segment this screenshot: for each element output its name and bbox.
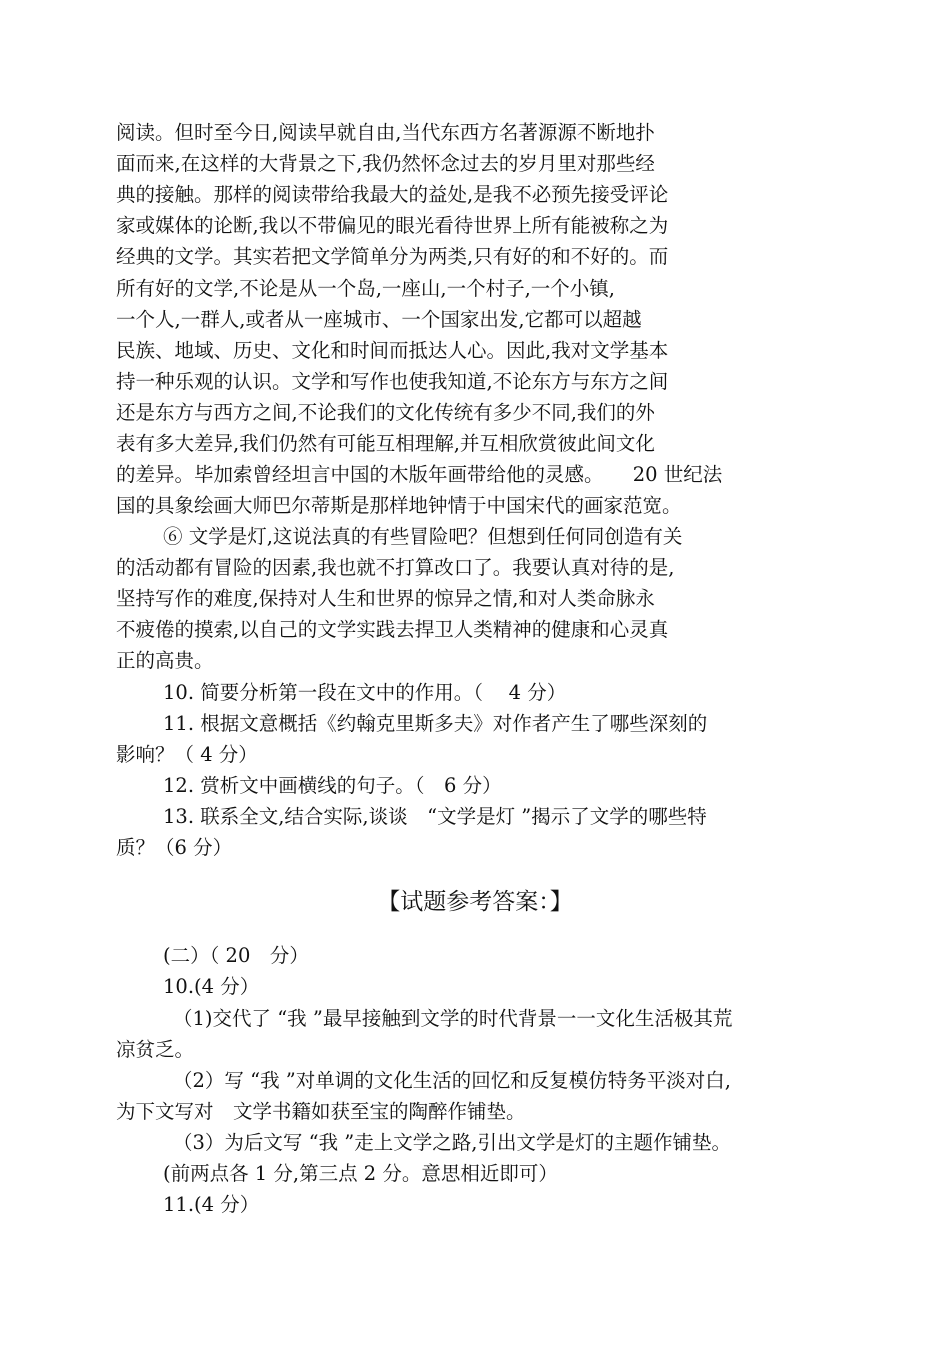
answer-11-header: 11.(4 分） <box>163 1193 260 1216</box>
passage-line: 的差异。毕加索曾经坦言中国的木版年画带给他的灵感。 20 世纪法 <box>116 463 723 486</box>
passage-line: 还是东方与西方之间,不论我们的文化传统有多少不同,我们的外 <box>116 401 655 424</box>
question-11-cont: 影响？（ 4 分） <box>116 743 258 766</box>
answer-10-point-1: （1)交代了 “我 ”最早接触到文学的时代背景一一文化生活极其荒 <box>173 1007 733 1030</box>
passage-line: 所有好的文学,不论是从一个岛,一座山,一个村子,一个小镇, <box>116 277 615 300</box>
answers-heading: 【试题参考答案：】 <box>377 889 573 915</box>
question-12: 12. 赏析文中画横线的句子。（ 6 分） <box>163 774 502 797</box>
answer-10-point-2: （2）写 “我 ”对单调的文化生活的回忆和反复模仿特务平淡对白, <box>173 1069 731 1092</box>
paragraph-6-line: 正的高贵。 <box>116 649 214 672</box>
answer-10-point-1-cont: 凉贫乏。 <box>116 1038 195 1061</box>
answer-10-header: 10.(4 分） <box>163 975 260 998</box>
passage-line: 民族、地域、历史、文化和时间而抵达人心。因此,我对文学基本 <box>116 339 669 362</box>
passage-line: 国的具象绘画大师巴尔蒂斯是那样地钟情于中国宋代的画家范宽。 <box>116 494 682 517</box>
question-13: 13. 联系全文,结合实际,谈谈 “文学是灯 ”揭示了文学的哪些特 <box>163 805 707 828</box>
passage-line: 表有多大差异,我们仍然有可能互相理解,并互相欣赏彼此间文化 <box>116 432 655 455</box>
passage-line: 持一种乐观的认识。文学和写作也使我知道,不论东方与东方之间 <box>116 370 669 393</box>
passage-line: 典的接触。那样的阅读带给我最大的益处,是我不必预先接受评论 <box>116 183 669 206</box>
passage-line: 阅读。但时至今日,阅读早就自由,当代东西方名著源源不断地扑 <box>116 121 655 144</box>
paragraph-6-line: 坚持写作的难度,保持对人生和世界的惊异之情,和对人类命脉永 <box>116 587 655 610</box>
paragraph-6-line: 的活动都有冒险的因素,我也就不打算改口了。我要认真对待的是, <box>116 556 675 579</box>
paragraph-6-line: 不疲倦的摸索,以自己的文学实践去捍卫人类精神的健康和心灵真 <box>116 618 669 641</box>
question-10: 10. 简要分析第一段在文中的作用。（ 4 分） <box>163 681 567 704</box>
passage-line: 一个人,一群人,或者从一座城市、一个国家出发,它都可以超越 <box>116 308 642 331</box>
passage-line: 面而来,在这样的大背景之下,我仍然怀念过去的岁月里对那些经 <box>116 152 655 175</box>
answer-10-note: (前两点各 1 分,第三点 2 分。意思相近即可） <box>163 1162 558 1185</box>
passage-line: 家或媒体的论断,我以不带偏见的眼光看待世界上所有能被称之为 <box>116 214 669 237</box>
answer-10-point-2-cont: 为下文写对 文学书籍如获至宝的陶醉作铺垫。 <box>116 1100 526 1123</box>
answer-part-2: (二）（ 20 分） <box>163 944 309 967</box>
paragraph-6-line: ⑥ 文学是灯,这说法真的有些冒险吧？但想到任何同创造有关 <box>163 525 683 548</box>
answer-10-point-3: （3）为后文写 “我 ”走上文学之路,引出文学是灯的主题作铺垫。 <box>173 1131 731 1154</box>
passage-line: 经典的文学。其实若把文学简单分为两类,只有好的和不好的。而 <box>116 245 669 268</box>
question-13-cont: 质？（6 分） <box>116 836 233 859</box>
question-11: 11. 根据文意概括《约翰克里斯多夫》对作者产生了哪些深刻的 <box>163 712 708 735</box>
